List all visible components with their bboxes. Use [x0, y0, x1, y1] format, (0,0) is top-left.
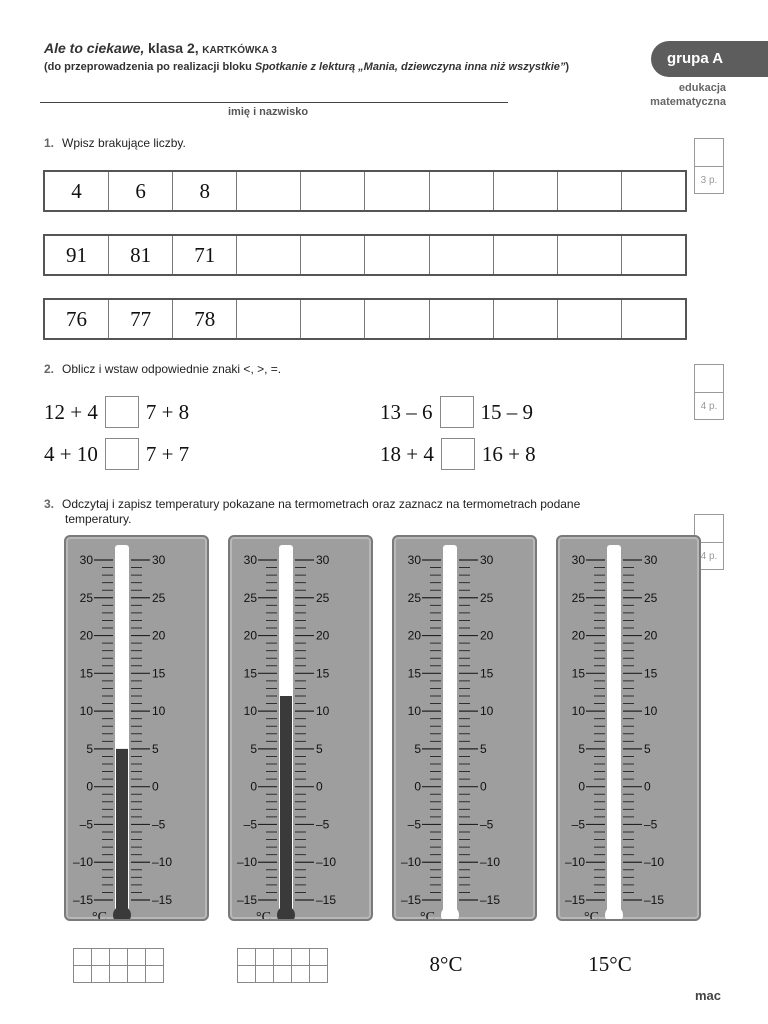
scale-label-right: 5	[152, 741, 159, 756]
answer-cell[interactable]	[558, 300, 622, 338]
answer-grid-cell[interactable]	[274, 949, 292, 966]
given-number-cell: 6	[109, 172, 173, 210]
given-number-cell: 8	[173, 172, 237, 210]
scale-label-right: –5	[480, 817, 494, 832]
subject-label	[650, 81, 726, 109]
scale-label-left: 25	[79, 590, 93, 605]
scale-label-left: 20	[571, 628, 585, 643]
given-number-cell: 77	[109, 300, 173, 338]
scale-label-right: 30	[480, 553, 494, 567]
scale-label-right: 10	[152, 704, 166, 719]
scale-label-left: 20	[407, 628, 421, 643]
right-expression: 15 – 9	[480, 400, 533, 424]
answer-grid-cell[interactable]	[74, 949, 92, 966]
question-2	[44, 362, 281, 376]
publisher-logo: mac	[695, 988, 722, 1003]
question-number: 3.	[44, 497, 55, 511]
answer-cell[interactable]	[301, 172, 365, 210]
thermometer-scale	[394, 537, 535, 919]
scale-label-right: 5	[480, 741, 487, 756]
scale-label-right: 10	[316, 704, 330, 719]
scale-label-left: 0	[414, 779, 421, 794]
sign-box[interactable]	[441, 438, 475, 470]
answer-grid-cell[interactable]	[110, 949, 128, 966]
scale-label-right: –15	[480, 893, 501, 907]
answer-grid-cell[interactable]	[292, 949, 310, 966]
question-3	[44, 497, 580, 527]
scale-label-left: 0	[578, 779, 585, 794]
points-label: 4 p.	[700, 551, 718, 562]
scale-label-right: 15	[480, 666, 494, 681]
answer-grid-cell[interactable]	[274, 966, 292, 983]
right-expression: 16 + 8	[481, 442, 536, 466]
question-number: 1.	[44, 136, 55, 150]
left-expression: 13 – 6	[380, 400, 433, 424]
thermometer-1	[64, 535, 209, 921]
scale-label-left: 25	[571, 590, 585, 605]
number-row-2	[43, 234, 687, 276]
question-number: 2.	[44, 362, 55, 376]
number-row-1	[43, 170, 687, 212]
scale-label-left: 5	[250, 741, 257, 756]
scale-label-left: 30	[79, 553, 93, 567]
scale-label-right: 0	[480, 779, 487, 794]
name-label: imię i nazwisko	[228, 106, 309, 118]
scale-label-right: 25	[644, 590, 658, 605]
scale-label-right: –10	[316, 855, 337, 870]
question-text-line-2: temperatury.	[65, 512, 132, 526]
scale-label-left: 0	[250, 779, 257, 794]
answer-grid-cell[interactable]	[92, 966, 110, 983]
answer-cell[interactable]	[430, 172, 494, 210]
scale-label-right: 20	[316, 628, 330, 643]
scale-label-left: 20	[79, 628, 93, 643]
scale-label-left: 5	[578, 741, 585, 756]
given-number-cell: 81	[109, 236, 173, 274]
given-temperature: 15°C	[588, 952, 632, 976]
answer-cell[interactable]	[237, 172, 301, 210]
answer-cell[interactable]	[494, 236, 558, 274]
sign-box[interactable]	[440, 396, 474, 428]
answer-grid-cell[interactable]	[146, 949, 164, 966]
unit-label: °C	[420, 910, 435, 919]
scale-label-left: 5	[414, 741, 421, 756]
left-expression: 12 + 4	[44, 400, 98, 424]
scale-label-left: 10	[79, 704, 93, 719]
given-number-cell: 91	[45, 236, 109, 274]
left-expression: 4 + 10	[44, 442, 98, 466]
comparison-4	[380, 436, 536, 472]
scale-label-left: –15	[564, 893, 585, 907]
thermometer-tube	[607, 545, 621, 913]
given-temperature: 8°C	[429, 952, 463, 976]
subject-line-2: matematyczna	[650, 96, 726, 108]
subtitle-italic: Spotkanie z lekturą „Mania, dziewczyna inna niż wszystkie”	[254, 61, 566, 73]
right-expression: 7 + 8	[145, 400, 190, 424]
answer-grid-cell[interactable]	[238, 966, 256, 983]
scale-label-left: 10	[407, 704, 421, 719]
unit-label: °C	[584, 910, 599, 919]
scale-label-left: 10	[571, 704, 585, 719]
question-text-line-1: Odczytaj i zapisz temperatury pokazane na termometrach oraz zaznacz na termometrach podane	[62, 497, 581, 511]
answer-grid-cell[interactable]	[128, 949, 146, 966]
question-1	[44, 136, 186, 150]
answer-cell[interactable]	[237, 300, 301, 338]
answer-cell[interactable]	[622, 172, 685, 210]
answer-grid-cell[interactable]	[110, 966, 128, 983]
title-italic: Ale to ciekawe,	[44, 40, 145, 56]
score-field[interactable]	[695, 365, 723, 393]
name-line[interactable]	[40, 102, 508, 103]
thermometer-tube	[443, 545, 457, 913]
thermometer-2	[228, 535, 373, 921]
scale-label-left: 25	[407, 590, 421, 605]
thermometer-scale	[66, 537, 207, 919]
thermometer-4[interactable]	[556, 535, 701, 921]
given-number-cell: 76	[45, 300, 109, 338]
given-number-cell: 78	[173, 300, 237, 338]
scale-label-right: 5	[644, 741, 651, 756]
scale-label-right: 30	[152, 553, 166, 567]
unit-label: °C	[92, 910, 107, 919]
scale-label-left: –5	[407, 817, 421, 832]
scale-label-right: 25	[480, 590, 494, 605]
scale-label-right: 5	[316, 741, 323, 756]
sign-box[interactable]	[105, 438, 139, 470]
scale-label-left: 5	[86, 741, 93, 756]
answer-grid-cell[interactable]	[92, 949, 110, 966]
answer-cell[interactable]	[365, 236, 429, 274]
comparison-1	[44, 394, 189, 430]
scale-label-left: 30	[407, 553, 421, 567]
scale-label-right: –5	[152, 817, 166, 832]
thermometer-3[interactable]	[392, 535, 537, 921]
answer-grid-cell[interactable]	[256, 966, 274, 983]
scale-label-left: 10	[243, 704, 257, 719]
scale-label-right: 15	[152, 666, 166, 681]
answer-grid-cell[interactable]	[292, 966, 310, 983]
scale-label-left: –5	[243, 817, 257, 832]
scale-label-left: 15	[79, 666, 93, 681]
comparison-2	[44, 436, 189, 472]
answer-cell[interactable]	[430, 300, 494, 338]
scale-label-left: 15	[243, 666, 257, 681]
scale-label-left: 30	[243, 553, 257, 567]
scale-label-right: –15	[316, 893, 337, 907]
answer-cell[interactable]	[558, 236, 622, 274]
scale-label-right: –15	[644, 893, 665, 907]
comparison-3	[380, 394, 533, 430]
scale-label-left: –5	[571, 817, 585, 832]
answer-cell[interactable]	[365, 172, 429, 210]
left-expression: 18 + 4	[380, 442, 434, 466]
scale-label-left: 15	[571, 666, 585, 681]
thermometer-scale	[230, 537, 371, 919]
subtitle-suffix: )	[565, 61, 570, 73]
scale-label-right: 15	[316, 666, 330, 681]
number-row-3	[43, 298, 687, 340]
worksheet-title	[44, 40, 277, 56]
answer-cell[interactable]	[558, 172, 622, 210]
sign-box[interactable]	[105, 396, 139, 428]
scale-label-right: 10	[644, 704, 658, 719]
scale-label-left: –15	[400, 893, 421, 907]
answer-grid-cell[interactable]	[74, 966, 92, 983]
scale-label-left: –10	[400, 855, 421, 870]
scale-label-right: 0	[152, 779, 159, 794]
answer-grid-cell[interactable]	[310, 966, 328, 983]
scale-label-right: 0	[316, 779, 323, 794]
scale-label-right: 25	[316, 590, 330, 605]
answer-grid-cell[interactable]	[256, 949, 274, 966]
answer-grid-cell[interactable]	[310, 949, 328, 966]
answer-grid[interactable]	[237, 948, 328, 983]
scale-label-left: 0	[86, 779, 93, 794]
scale-label-left: –5	[79, 817, 93, 832]
scale-label-right: 30	[644, 553, 658, 567]
answer-cell[interactable]	[622, 236, 685, 274]
answer-grid-cell[interactable]	[238, 949, 256, 966]
answer-cell[interactable]	[494, 172, 558, 210]
scale-label-right: –15	[152, 893, 173, 907]
scale-label-right: –5	[316, 817, 330, 832]
score-field[interactable]	[695, 139, 723, 167]
answer-grid-cell[interactable]	[146, 966, 164, 983]
scale-label-left: –15	[236, 893, 257, 907]
answer-cell[interactable]	[237, 236, 301, 274]
given-number-cell: 71	[173, 236, 237, 274]
thermometer-scale	[558, 537, 699, 919]
scale-label-right: 20	[644, 628, 658, 643]
answer-grid[interactable]	[73, 948, 164, 983]
subject-line-1: edukacja	[678, 82, 726, 94]
scale-label-right: 20	[152, 628, 166, 643]
points-box-q2	[694, 364, 724, 420]
answer-cell[interactable]	[301, 236, 365, 274]
mercury-column	[116, 749, 128, 909]
title-bold: klasa 2,	[148, 40, 199, 56]
scale-label-right: 0	[644, 779, 651, 794]
subtitle-prefix: (do przeprowadzenia po realizacji bloku	[44, 61, 255, 73]
right-expression: 7 + 7	[145, 442, 190, 466]
scale-label-right: –10	[152, 855, 173, 870]
title-small: KARTKÓWKA 3	[202, 45, 277, 56]
scale-label-right: 10	[480, 704, 494, 719]
scale-label-right: 20	[480, 628, 494, 643]
points-box-q1	[694, 138, 724, 194]
worksheet-subtitle	[44, 61, 569, 73]
scale-label-right: –10	[480, 855, 501, 870]
question-text: Oblicz i wstaw odpowiednie znaki <, >, =.	[62, 362, 282, 376]
answer-cell[interactable]	[430, 236, 494, 274]
points-label: 4 p.	[700, 401, 718, 412]
scale-label-right: –10	[644, 855, 665, 870]
given-number-cell: 4	[45, 172, 109, 210]
question-text: Wpisz brakujące liczby.	[62, 136, 186, 150]
answer-cell[interactable]	[494, 300, 558, 338]
scale-label-left: –10	[564, 855, 585, 870]
scale-label-left: –10	[236, 855, 257, 870]
points-label: 3 p.	[700, 175, 718, 186]
answer-cell[interactable]	[365, 300, 429, 338]
answer-cell[interactable]	[622, 300, 685, 338]
scale-label-right: 25	[152, 590, 166, 605]
scale-label-left: –15	[72, 893, 93, 907]
scale-label-right: 30	[316, 553, 330, 567]
mercury-column	[280, 696, 292, 909]
scale-label-left: 30	[571, 553, 585, 567]
scale-label-left: 25	[243, 590, 257, 605]
unit-label: °C	[256, 910, 271, 919]
scale-label-right: 15	[644, 666, 658, 681]
answer-grid-cell[interactable]	[128, 966, 146, 983]
scale-label-right: –5	[644, 817, 658, 832]
scale-label-left: –10	[72, 855, 93, 870]
answer-cell[interactable]	[301, 300, 365, 338]
group-badge: grupa A	[651, 41, 768, 77]
scale-label-left: 20	[243, 628, 257, 643]
scale-label-left: 15	[407, 666, 421, 681]
